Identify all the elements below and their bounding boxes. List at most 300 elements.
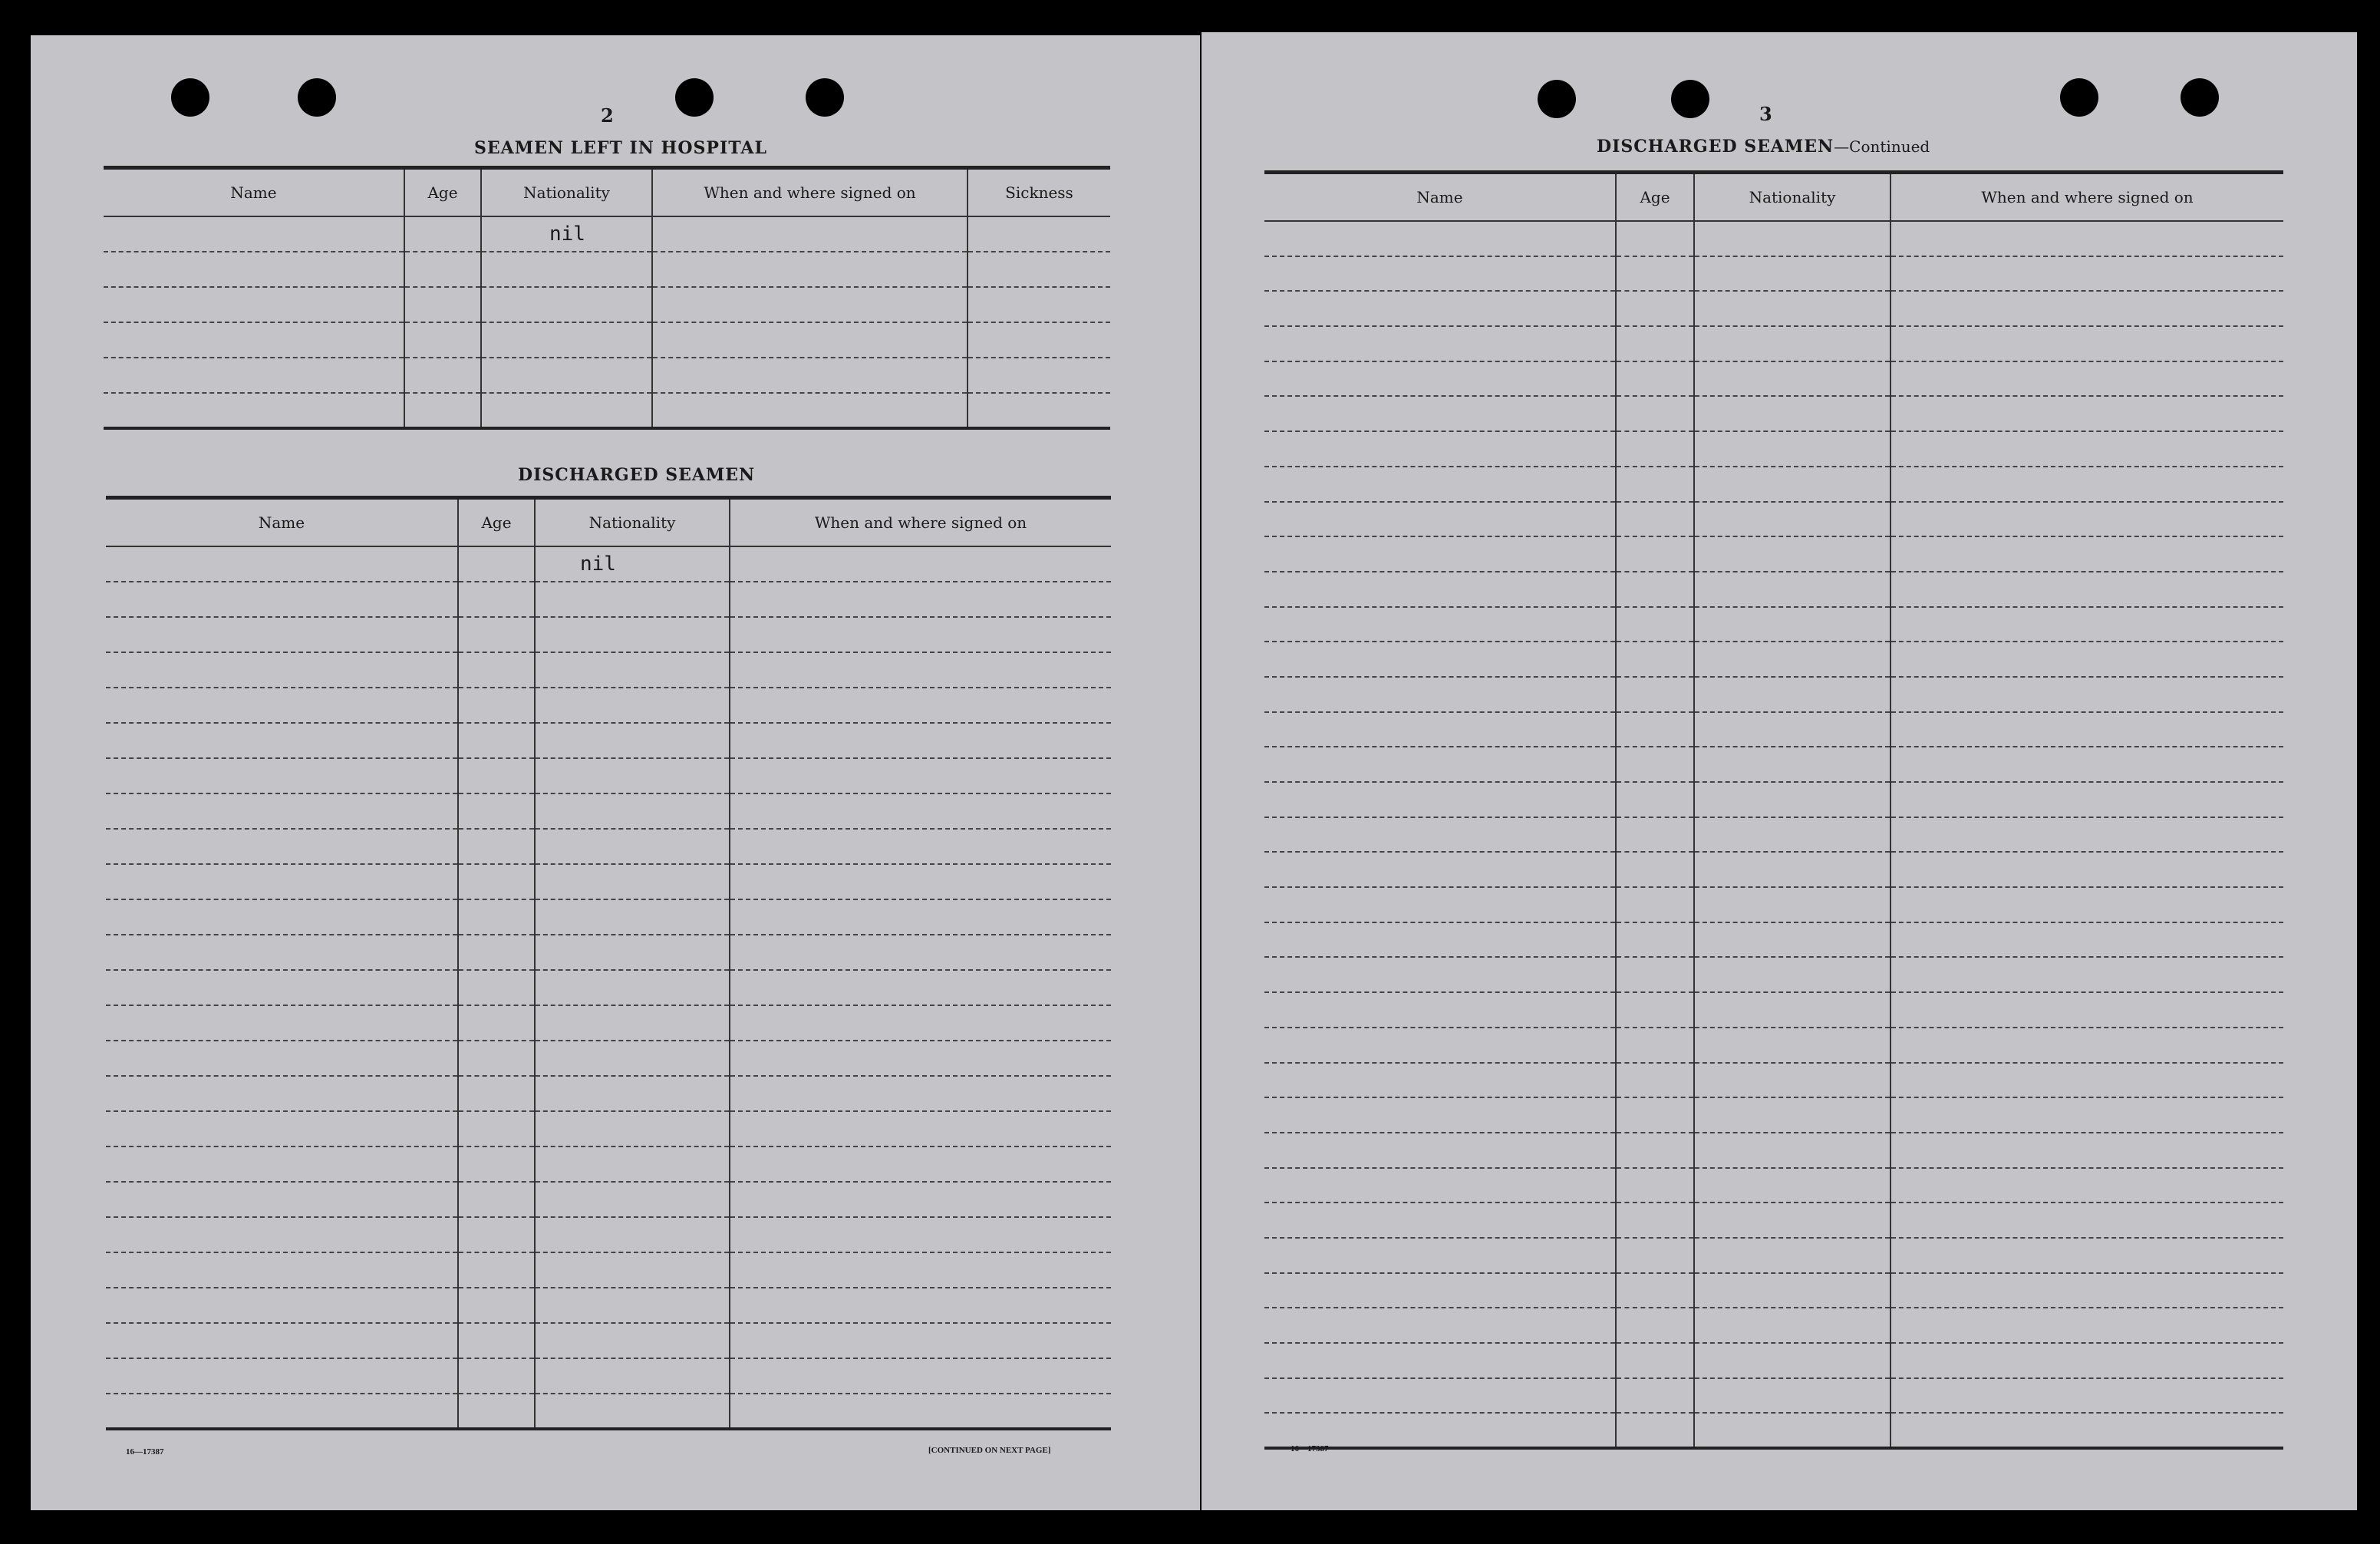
- column-header: When and where signed on: [652, 168, 967, 217]
- table-cell: [1694, 677, 1890, 712]
- table-cell: [1264, 1273, 1616, 1308]
- table-cell: [1616, 782, 1694, 817]
- table-cell: [1616, 1238, 1694, 1273]
- table-cell: [106, 1005, 458, 1041]
- table-cell: [1694, 1308, 1890, 1343]
- table-cell: [404, 358, 481, 393]
- table-cell: [1616, 1063, 1694, 1098]
- table-cell: [106, 970, 458, 1005]
- table-cell: [1694, 712, 1890, 747]
- table-cell: [1264, 1168, 1616, 1203]
- table-cell: [1890, 607, 2283, 642]
- table-cell: [1264, 1063, 1616, 1098]
- table-cell: [1890, 1063, 2283, 1098]
- table-row: [1264, 1168, 2283, 1203]
- table-cell: [458, 1323, 535, 1358]
- table-cell: [730, 1358, 1111, 1394]
- table-cell: [1694, 1273, 1890, 1308]
- table-cell: [1694, 396, 1890, 431]
- table-cell: [106, 758, 458, 793]
- discharged-section-title: DISCHARGED SEAMEN: [518, 465, 756, 485]
- table-row: [104, 216, 1110, 252]
- table-cell: [106, 829, 458, 864]
- table-cell: [106, 1288, 458, 1323]
- table-cell: [404, 252, 481, 287]
- table-cell: [730, 1076, 1111, 1111]
- table-row: [1264, 817, 2283, 853]
- table-cell: [1890, 677, 2283, 712]
- table-cell: [481, 287, 652, 322]
- table-row: [1264, 431, 2283, 467]
- table-cell: [1616, 1168, 1694, 1203]
- table-cell: [458, 1358, 535, 1394]
- table-cell: [458, 1146, 535, 1182]
- table-row: [1264, 221, 2283, 256]
- table-row: [106, 970, 1111, 1005]
- table-cell: [1616, 607, 1694, 642]
- punch-hole: [2060, 78, 2098, 117]
- table-cell: [730, 1146, 1111, 1182]
- table-row: [106, 688, 1111, 723]
- table-cell: [1694, 1343, 1890, 1378]
- table-row: [1264, 502, 2283, 537]
- table-cell: [1890, 1168, 2283, 1203]
- continued-note: [CONTINUED ON NEXT PAGE]: [928, 1446, 1051, 1455]
- table-cell: [106, 617, 458, 652]
- table-cell: [106, 1217, 458, 1252]
- table-cell: [1264, 817, 1616, 853]
- table-cell: [458, 829, 535, 864]
- table-cell: [106, 1358, 458, 1394]
- table-cell: [1264, 1097, 1616, 1133]
- page-number: 3: [1759, 103, 1772, 125]
- table-cell: [730, 723, 1111, 758]
- table-cell: [1694, 361, 1890, 397]
- punch-hole: [2181, 78, 2219, 117]
- form-number: 16—17387: [126, 1447, 164, 1457]
- table-cell: [1694, 922, 1890, 958]
- table-row: [1264, 572, 2283, 607]
- table-cell: [1616, 1308, 1694, 1343]
- form-number: 16—17387: [1291, 1444, 1329, 1453]
- table-cell: [967, 252, 1110, 287]
- table-cell: [730, 1288, 1111, 1323]
- table-cell: [1616, 1028, 1694, 1063]
- table-row: [106, 723, 1111, 758]
- table-cell: [1264, 642, 1616, 677]
- table-cell: [535, 1182, 730, 1217]
- table-cell: [1694, 957, 1890, 992]
- table-row: [1264, 1063, 2283, 1098]
- table-cell: [1890, 887, 2283, 922]
- table-cell: [967, 216, 1110, 252]
- title-main: DISCHARGED SEAMEN: [1597, 137, 1834, 157]
- table-cell: [1694, 326, 1890, 361]
- table-row: [106, 829, 1111, 864]
- table-cell: [1264, 431, 1616, 467]
- table-row: [104, 393, 1110, 428]
- column-header: Nationality: [1694, 173, 1890, 222]
- table-cell: [730, 758, 1111, 793]
- table-cell: [104, 252, 404, 287]
- table-row: [1264, 1343, 2283, 1378]
- table-cell: [1694, 1028, 1890, 1063]
- table-row: [1264, 326, 2283, 361]
- table-cell: [730, 1005, 1111, 1041]
- table-cell: [106, 723, 458, 758]
- table-cell: [1890, 712, 2283, 747]
- table-cell: [1890, 747, 2283, 782]
- table-cell: [535, 688, 730, 723]
- table-cell: [1890, 396, 2283, 431]
- table-cell: [535, 970, 730, 1005]
- table-cell: [1264, 1203, 1616, 1238]
- table-cell: [1890, 852, 2283, 887]
- table-row: [104, 322, 1110, 358]
- table-row: [1264, 712, 2283, 747]
- table-cell: [458, 793, 535, 829]
- table-cell: [458, 1288, 535, 1323]
- table-cell: [1694, 1168, 1890, 1203]
- table-cell: [1616, 747, 1694, 782]
- table-cell: [535, 1252, 730, 1288]
- table-cell: [1264, 396, 1616, 431]
- table-cell: [730, 899, 1111, 935]
- table-cell: [1616, 817, 1694, 853]
- table-cell: [1264, 1308, 1616, 1343]
- table-cell: [106, 688, 458, 723]
- table-row: [1264, 747, 2283, 782]
- table-cell: [535, 829, 730, 864]
- table-cell: [458, 1005, 535, 1041]
- table-cell: [1694, 852, 1890, 887]
- table-cell: [404, 393, 481, 428]
- table-row: [106, 1041, 1111, 1076]
- table-cell: [1264, 887, 1616, 922]
- table-cell: [730, 688, 1111, 723]
- table-cell: [535, 1217, 730, 1252]
- table-cell: [1694, 747, 1890, 782]
- table-cell: [1616, 291, 1694, 326]
- table-cell: [1694, 467, 1890, 502]
- table-cell: [1616, 536, 1694, 572]
- table-cell: [730, 582, 1111, 617]
- column-header: Name: [106, 498, 458, 547]
- table-cell: [730, 970, 1111, 1005]
- table-cell: [1264, 256, 1616, 292]
- table-row: [106, 1146, 1111, 1182]
- table-cell: [535, 1111, 730, 1146]
- table-cell: [1616, 922, 1694, 958]
- punch-hole: [1538, 80, 1576, 118]
- table-row: [1264, 1273, 2283, 1308]
- table-cell: [1890, 817, 2283, 853]
- table-cell: [535, 935, 730, 970]
- table-cell: [967, 287, 1110, 322]
- table-cell: [106, 546, 458, 582]
- table-cell: [1616, 1097, 1694, 1133]
- table-cell: [1694, 1063, 1890, 1098]
- table-row: [106, 899, 1111, 935]
- table-cell: nil: [535, 546, 730, 582]
- table-cell: [106, 1111, 458, 1146]
- table-cell: [1616, 1133, 1694, 1168]
- table-cell: [730, 652, 1111, 688]
- table-cell: [1890, 1133, 2283, 1168]
- table-cell: [1890, 1273, 2283, 1308]
- table-cell: [1890, 992, 2283, 1028]
- column-header: Name: [1264, 173, 1616, 222]
- table-cell: [652, 358, 967, 393]
- table-cell: [104, 216, 404, 252]
- table-cell: [1264, 782, 1616, 817]
- table-row: [106, 617, 1111, 652]
- table-cell: [104, 322, 404, 358]
- table-cell: [730, 793, 1111, 829]
- table-cell: [652, 393, 967, 428]
- punch-hole: [1671, 80, 1709, 118]
- table-cell: [458, 1076, 535, 1111]
- table-cell: [1890, 291, 2283, 326]
- table-cell: [535, 1076, 730, 1111]
- table-cell: [481, 393, 652, 428]
- table-cell: [535, 1146, 730, 1182]
- table-cell: [1616, 326, 1694, 361]
- table-cell: [106, 1076, 458, 1111]
- column-header: Nationality: [481, 168, 652, 217]
- table-cell: [458, 617, 535, 652]
- table-row: [106, 1288, 1111, 1323]
- table-cell: [652, 252, 967, 287]
- table-cell: [1694, 992, 1890, 1028]
- table-cell: [1890, 957, 2283, 992]
- table-cell: [1264, 992, 1616, 1028]
- table-row: [1264, 677, 2283, 712]
- table-row: [1264, 852, 2283, 887]
- table-cell: [535, 758, 730, 793]
- continued-section-title: [1597, 137, 1930, 157]
- table-cell: [730, 1252, 1111, 1288]
- table-cell: [1694, 782, 1890, 817]
- table-cell: [652, 287, 967, 322]
- table-cell: [458, 758, 535, 793]
- column-header: When and where signed on: [1890, 173, 2283, 222]
- table-cell: [1264, 677, 1616, 712]
- table-cell: [106, 864, 458, 899]
- table-cell: [1616, 396, 1694, 431]
- table-row: [1264, 1238, 2283, 1273]
- table-row: [1264, 1378, 2283, 1414]
- punch-hole: [806, 78, 844, 117]
- table-cell: [1264, 1343, 1616, 1378]
- table-cell: [730, 829, 1111, 864]
- table-cell: [1616, 572, 1694, 607]
- table-cell: [1264, 1238, 1616, 1273]
- table-cell: [481, 322, 652, 358]
- table-cell: [1890, 467, 2283, 502]
- table-cell: [104, 393, 404, 428]
- table-cell: [1694, 1203, 1890, 1238]
- table-cell: [730, 1182, 1111, 1217]
- table-cell: [1264, 957, 1616, 992]
- table-row: [1264, 992, 2283, 1028]
- table-cell: [1264, 326, 1616, 361]
- table-cell: [1694, 642, 1890, 677]
- table-row: [106, 1076, 1111, 1111]
- table-cell: [458, 1252, 535, 1288]
- table-cell: [1264, 291, 1616, 326]
- column-header: Name: [104, 168, 404, 217]
- table-cell: [1890, 1308, 2283, 1343]
- table-cell: [1890, 326, 2283, 361]
- table-cell: [535, 1005, 730, 1041]
- column-header: Age: [1616, 173, 1694, 222]
- table-cell: [106, 1041, 458, 1076]
- right-page: [1202, 32, 2357, 1510]
- table-cell: [1264, 1378, 1616, 1414]
- table-cell: [535, 723, 730, 758]
- table-row: [1264, 1413, 2283, 1448]
- table-cell: [1264, 361, 1616, 397]
- table-cell: [730, 546, 1111, 582]
- table-row: [106, 758, 1111, 793]
- table-cell: [1616, 1273, 1694, 1308]
- table-cell: [106, 1252, 458, 1288]
- table-row: [1264, 642, 2283, 677]
- table-cell: [652, 322, 967, 358]
- hospital-table: [104, 166, 1110, 430]
- column-header: When and where signed on: [730, 498, 1111, 547]
- table-cell: [1694, 817, 1890, 853]
- table-cell: [1264, 572, 1616, 607]
- table-cell: [1616, 256, 1694, 292]
- table-cell: [1890, 431, 2283, 467]
- table-cell: [1616, 642, 1694, 677]
- table-row: [106, 1217, 1111, 1252]
- table-cell: [1616, 1343, 1694, 1378]
- table-cell: [967, 358, 1110, 393]
- table-cell: [1264, 467, 1616, 502]
- table-cell: [404, 322, 481, 358]
- table-cell: [458, 1041, 535, 1076]
- table-cell: [730, 617, 1111, 652]
- table-cell: [1890, 782, 2283, 817]
- table-cell: [1694, 572, 1890, 607]
- column-header: Sickness: [967, 168, 1110, 217]
- table-cell: [1890, 256, 2283, 292]
- table-row: [106, 1358, 1111, 1394]
- table-cell: [1616, 992, 1694, 1028]
- table-cell: [106, 1323, 458, 1358]
- table-cell: [1694, 1413, 1890, 1448]
- column-header: Age: [458, 498, 535, 547]
- table-cell: [1616, 1413, 1694, 1448]
- page-number: 2: [601, 104, 614, 127]
- table-cell: [458, 1182, 535, 1217]
- table-cell: [1264, 221, 1616, 256]
- table-row: [1264, 922, 2283, 958]
- table-row: [106, 1005, 1111, 1041]
- table-cell: [1264, 607, 1616, 642]
- table-cell: [535, 652, 730, 688]
- table-row: [106, 793, 1111, 829]
- table-cell: [730, 1217, 1111, 1252]
- table-row: [106, 652, 1111, 688]
- table-cell: [1694, 1097, 1890, 1133]
- table-cell: [1694, 221, 1890, 256]
- table-row: [106, 1252, 1111, 1288]
- table-row: [106, 864, 1111, 899]
- table-cell: nil: [481, 216, 652, 252]
- table-cell: [458, 899, 535, 935]
- left-page: [31, 35, 1200, 1510]
- table-cell: [481, 358, 652, 393]
- table-cell: [1616, 467, 1694, 502]
- table-row: [106, 1394, 1111, 1429]
- discharged-table: [106, 496, 1111, 1430]
- table-cell: [458, 935, 535, 970]
- table-cell: [458, 688, 535, 723]
- table-cell: [458, 1394, 535, 1429]
- table-cell: [458, 970, 535, 1005]
- column-header: Nationality: [535, 498, 730, 547]
- table-row: [1264, 782, 2283, 817]
- table-cell: [1694, 536, 1890, 572]
- table-cell: [106, 935, 458, 970]
- table-row: [1264, 536, 2283, 572]
- table-cell: [1694, 1238, 1890, 1273]
- table-cell: [404, 216, 481, 252]
- table-row: [1264, 1308, 2283, 1343]
- table-cell: [1616, 712, 1694, 747]
- table-cell: [730, 864, 1111, 899]
- table-cell: [1890, 922, 2283, 958]
- table-row: [1264, 291, 2283, 326]
- table-row: [106, 546, 1111, 582]
- table-cell: [1890, 1378, 2283, 1414]
- table-cell: [1616, 887, 1694, 922]
- table-cell: [106, 652, 458, 688]
- table-row: [1264, 396, 2283, 431]
- table-cell: [1694, 502, 1890, 537]
- table-cell: [535, 1288, 730, 1323]
- table-cell: [1694, 887, 1890, 922]
- table-cell: [1694, 431, 1890, 467]
- table-cell: [967, 393, 1110, 428]
- table-cell: [1264, 1028, 1616, 1063]
- table-cell: [104, 358, 404, 393]
- table-cell: [1890, 1203, 2283, 1238]
- table-cell: [458, 652, 535, 688]
- table-cell: [458, 546, 535, 582]
- table-cell: [1694, 256, 1890, 292]
- table-cell: [1264, 852, 1616, 887]
- table-cell: [106, 1182, 458, 1217]
- table-cell: [458, 723, 535, 758]
- table-cell: [104, 287, 404, 322]
- table-row: [1264, 1097, 2283, 1133]
- table-cell: [1264, 922, 1616, 958]
- table-row: [1264, 887, 2283, 922]
- table-cell: [404, 287, 481, 322]
- table-cell: [1264, 536, 1616, 572]
- table-cell: [535, 864, 730, 899]
- table-row: [104, 287, 1110, 322]
- table-cell: [1890, 1343, 2283, 1378]
- table-row: [1264, 256, 2283, 292]
- table-cell: [106, 1394, 458, 1429]
- table-cell: [1890, 1097, 2283, 1133]
